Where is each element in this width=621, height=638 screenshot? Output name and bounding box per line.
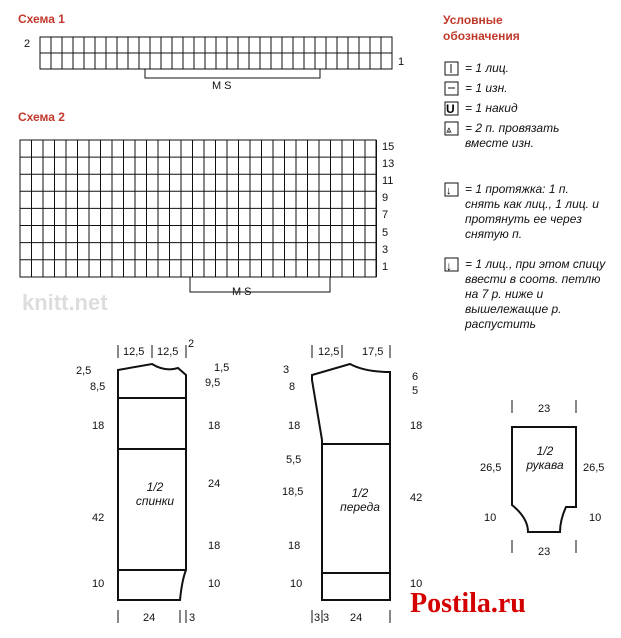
- front-right-1: 6: [412, 371, 419, 383]
- sleeve-label: 1/2 рукава: [526, 444, 564, 472]
- back-left-3: 18: [92, 420, 105, 432]
- back-right-6: 10: [208, 578, 221, 590]
- legend-yo: = 1 накид: [465, 101, 518, 115]
- back-left-2: 8,5: [90, 381, 106, 393]
- svg-text:U: U: [446, 102, 455, 116]
- back-top-1: 12,5: [123, 346, 145, 358]
- front-bottom-3: 24: [350, 612, 363, 624]
- sleeve-right-1: 26,5: [583, 462, 605, 474]
- back-bottom-2: 3: [189, 612, 196, 624]
- scheme1-title: Схема 1: [18, 12, 65, 26]
- back-bottom-1: 24: [143, 612, 156, 624]
- front-left-4: 5,5: [286, 454, 302, 466]
- front-right-5: 10: [410, 578, 423, 590]
- back-top-2: 12,5: [157, 346, 179, 358]
- scheme2-ms: MS: [232, 286, 255, 298]
- scheme2-title: Схема 2: [18, 110, 65, 124]
- scheme1-row-top: 2: [24, 38, 31, 50]
- back-top-3: 2: [188, 338, 195, 350]
- back-right-3: 18: [208, 420, 221, 432]
- knitt-watermark: knitt.net: [22, 290, 108, 315]
- scheme1-ms: MS: [212, 80, 235, 92]
- scheme2-row-number: 5: [382, 226, 389, 239]
- front-left-7: 10: [290, 578, 303, 590]
- front-left-6: 18: [288, 540, 301, 552]
- svg-text:↓: ↓: [446, 185, 452, 197]
- legend-title: Условные обозначения: [443, 13, 520, 43]
- back-right-4: 24: [208, 478, 221, 490]
- scheme1-row-bottom: 1: [398, 56, 405, 68]
- front-label: 1/2 переда: [340, 486, 380, 514]
- front-left-2: 8: [289, 381, 296, 393]
- front-top-2: 17,5: [362, 346, 384, 358]
- svg-text:↓: ↓: [446, 259, 452, 273]
- sleeve-left-2: 10: [484, 512, 497, 524]
- front-bottom-1: 3: [314, 612, 321, 624]
- legend-symbols: [445, 62, 458, 271]
- scheme2-grid: [20, 140, 377, 292]
- front-right-3: 18: [410, 420, 423, 432]
- front-left-1: 3: [283, 364, 290, 376]
- legend-drop: = 1 лиц., при этом спицу ввести в соотв. петлю на 7 р. ниже и вышележащие р. распустить: [465, 257, 606, 331]
- legend-p2tog: = 2 п. провязать вместе изн.: [465, 121, 560, 150]
- scheme2-row-number: 15: [382, 141, 395, 153]
- back-right-2: 9,5: [205, 377, 221, 389]
- scheme2-row-number: 11: [382, 175, 394, 188]
- front-left-3: 18: [288, 420, 301, 432]
- front-top-1: 12,5: [318, 346, 340, 358]
- scheme1-grid: [40, 37, 392, 78]
- sleeve-piece: [512, 427, 576, 532]
- back-right-1: 1,5: [214, 362, 230, 374]
- back-left-1: 2,5: [76, 365, 92, 377]
- svg-text:⩓: ⩓: [446, 125, 452, 136]
- sleeve-bottom: 23: [538, 546, 551, 558]
- legend-purl: = 1 изн.: [465, 81, 508, 95]
- sleeve-left-1: 26,5: [480, 462, 502, 474]
- sleeve-top: 23: [538, 403, 551, 415]
- front-left-5: 18,5: [282, 486, 304, 498]
- scheme2-row-number: 1: [382, 260, 389, 273]
- legend-knit: = 1 лиц.: [465, 61, 509, 75]
- scheme2-row-number: 13: [382, 158, 395, 171]
- front-right-4: 42: [410, 492, 423, 504]
- scheme2-row-number: 3: [382, 243, 389, 256]
- legend-skp: = 1 протяжка: 1 п. снять как лиц., 1 лиц. и протянуть ее через снятую п.: [465, 182, 599, 241]
- sleeve-right-2: 10: [589, 512, 602, 524]
- scheme2-row-number: 9: [382, 192, 389, 205]
- front-right-2: 5: [412, 385, 419, 397]
- front-piece: [312, 364, 390, 600]
- front-bottom-2: 3: [323, 612, 330, 624]
- back-left-4: 42: [92, 512, 105, 524]
- back-right-5: 18: [208, 540, 221, 552]
- back-label: 1/2 спинки: [135, 480, 175, 508]
- postila-brand: Postila.ru: [410, 588, 526, 619]
- scheme2-row-number: 7: [382, 209, 389, 222]
- back-left-5: 10: [92, 578, 105, 590]
